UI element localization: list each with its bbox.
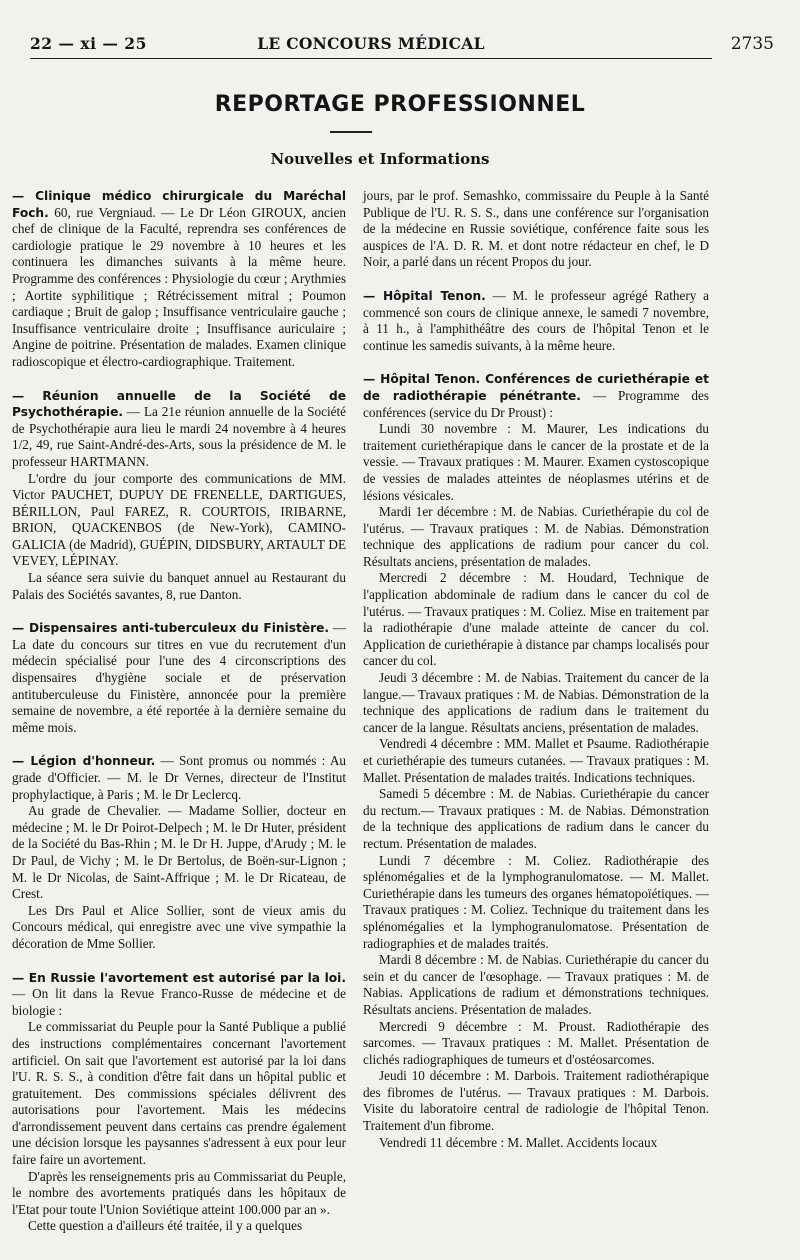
schedule-day: Jeudi 3 décembre : M. de Nabias. Traitement du cancer de la langue.— Travaux pratiques : M. de Nabias. Démonstration de la technique des applications de radium dans le traitement du cancer de la langue. Résultats anciens, présentation de malades.: [363, 670, 709, 735]
article-heading: — Réunion annuelle de la Société de Psychothérapie.: [12, 388, 346, 420]
article-heading: — Hôpital Tenon. Conférences de curiethérapie et de radiothérapie pénétrante.: [363, 372, 709, 403]
article-finistere: [12, 620, 346, 736]
article-paragraph: Le commissariat du Peuple pour la Santé Publique a publié des instructions complémentaires concernant l'avortement artificiel. On sait que l'avortement est autorisé par la loi dans l'U. R. S. S., à condition d'être fait dans un hôpital public et gratuitement. Des commissions spéciales délivrent des autorisations pour l'avortement. Mais les médecins d'arrondissement peuvent dans certains cas prendre également une décision lorsque les paysannes s'adressent à eux pour leur faire faire un avortement.: [12, 1019, 346, 1168]
article-body: — La date du concours sur titres en vue du recrutement d'un médecin spécialisé pour l'une des 4 circonscriptions des dispensaires d'hygiène sociale et de préservation antituberculeuse du Finistère, annoncée pour la première semaine de novembre, a été reportée à la dernière semaine du même mois.: [12, 620, 347, 735]
left-column: [12, 188, 346, 1235]
schedule-day: Mercredi 2 décembre : M. Houdard, Technique de l'application abdominale de radium dans le cancer du col de l'utérus. — Travaux pratiques : M. Coliez. Mise en traitement par la radiothérapie d'une malade atteinte de cancer du col. Application de curiethérapie à distance par champs localisés pour cancer du col.: [363, 570, 709, 669]
article-psychotherapie: [12, 388, 346, 471]
article-body: — La 21e réunion annuelle de la Société de Psychothérapie aura lieu le mardi 24 novembre à 4 heures 1/2, 49, rue Saint-André-des-Arts, sous la présidence de M. le professeur HARTMANN.: [12, 404, 346, 469]
section-title: REPORTAGE PROFESSIONNEL: [214, 92, 586, 117]
schedule-day: Mardi 8 décembre : M. de Nabias. Curiethérapie du cancer du sein et du cancer de l'œsophage. — Travaux pratiques : M. de Nabias. Applications de radium et démonstrations techniques. Résultats anciens. Présentation de malades.: [363, 952, 709, 1017]
article-paragraph: La séance sera suivie du banquet annuel au Restaurant du Palais des Sociétés savantes, 8, rue Danton.: [12, 570, 346, 602]
article-body: — On lit dans la Revue Franco-Russe de médecine et de biologie :: [12, 986, 346, 1018]
article-body: 60, rue Vergniaud. — Le Dr Léon GIROUX, ancien chef de clinique de la Faculté, reprendra ses conférences de cardiologie pratique le 29 novembre à 10 heures et les continuera les dimanches suivants à la même heure. Programme des conférences : Physiologie du cœur ; Arythmies ; Aortite syphilitique ; Rétrécissement mitral ; Poumon cardiaque ; Bruit de galop ; Insuffisance ventriculaire gauche ; Insuffisance ventriculaire droite ; Insuffisance auriculaire ; Angine de poitrine. Présentation de malades. Examen clinique radioscopique et électro-cardiographique. Traitement.: [12, 204, 346, 369]
article-heading: — Dispensaires anti-tuberculeux du Finistère.: [12, 621, 329, 636]
schedule-day: Samedi 5 décembre : M. de Nabias. Curiethérapie du cancer du rectum.— Travaux pratiques : M. de Nabias. Démonstration de la technique des applications de radium dans le cancer du rectum. Présentation de malades.: [363, 786, 709, 851]
schedule-day: Lundi 7 décembre : M. Coliez. Radiothérapie des splénomégalies et de la lymphogranulomatose. — M. Mallet. Curiethérapie dans les tumeurs des organes hématopoïétiques. — Travaux pratiques : M. Coliez. Technique du traitement dans les splénomégalies et la lymphogranulomatose. Présentation de radiographies et de malades traités.: [363, 852, 709, 951]
article-body: — M. le professeur agrégé Rathery a commencé son cours de clinique annexe, le samedi 7 novembre, à 11 h., à l'amphithéâtre des cours de l'hôpital Tenon et le continue les samedis suivants, à la même heure.: [363, 287, 709, 353]
article-body: — Programme des conférences (service du Dr Proust) :: [363, 387, 710, 420]
running-header: [30, 30, 774, 59]
article-heading: — En Russie l'avortement est autorisé par la loi.: [12, 970, 346, 985]
page-number: 2735: [730, 34, 774, 54]
article-foch: [12, 188, 346, 371]
schedule-day: Vendredi 4 décembre : MM. Mallet et Psaume. Radiothérapie et curiethérapie des tumeurs cutanées. — Travaux pratiques : M. Mallet. Présentation de malades traités. Indications techniques.: [363, 736, 709, 785]
article-legion-honneur: [12, 753, 346, 803]
article-paragraph: Au grade de Chevalier. — Madame Sollier, docteur en médecine ; M. le Dr Poirot-Delpech ; M. le Dr Huter, président de la Société du Bas-Rhin ; M. le Dr H. Juppe, d'Arudy ; M. le Dr Paul, de Vichy ; M. le Dr Bertolus, de Boën-sur-Lignon ; M. le Dr Nicolas, de Saint-Affrique ; M. le Dr Ricateau, de Crest.: [12, 803, 346, 902]
article-tenon-cours: [363, 288, 709, 354]
article-tenon-conferences: [363, 371, 709, 421]
schedule-day: Lundi 30 novembre : M. Maurer, Les indications du traitement curiethérapique dans le cancer de la prostate et de la vessie. — Travaux pratiques : M. Maurer. Examen cystoscopique de vessies de malades atteintes de néoplasmes utérins et de lésions vésicales.: [363, 421, 709, 503]
schedule-day: Vendredi 11 décembre : M. Mallet. Accidents locaux: [379, 1134, 658, 1150]
article-paragraph: Les Drs Paul et Alice Sollier, sont de vieux amis du Concours médical, qui enregistre avec une vive sympathie la décoration de Mme Sollier.: [12, 902, 346, 951]
article-heading: — Clinique médico chirurgicale du Maréchal Foch.: [12, 189, 346, 220]
schedule-day: Mercredi 9 décembre : M. Proust. Radiothérapie des sarcomes. — Travaux pratiques : M. Mallet. Présentation de clichés radiographiques de tumeurs et d'ostéosarcomes.: [363, 1018, 709, 1067]
schedule-day: Mardi 1er décembre : M. de Nabias. Curiethérapie du col de l'utérus. — Travaux pratiques : M. de Nabias. Démonstration technique des applications de radium pour cancer du col. Résultats anciens, présentation de malades.: [363, 504, 709, 569]
journal-title: LE CONCOURS MÉDICAL: [257, 34, 485, 53]
article-paragraph: D'après les renseignements pris au Commissariat du Peuple, le nombre des avortements pratiqués dans les hôpitaux de l'Etat pour toute l'Union Soviétique atteint 100.000 par an ».: [12, 1168, 346, 1217]
article-heading: — Légion d'honneur.: [12, 754, 156, 769]
issue-date: 22 — xi — 25: [30, 34, 147, 53]
title-divider: [330, 131, 372, 133]
article-continuation: jours, par le prof. Semashko, commissaire du Peuple à la Santé Publique de l'U. R. S. S., dans une conférence sur l'organisation de la médecine en Russie soviétique, conférence faite sous les auspices de l'A. D. R. M. et dont notre rédacteur en chef, le D Noir, a parlé dans un récent Propos du jour.: [363, 188, 709, 270]
article-paragraph: Cette question a d'ailleurs été traitée, il y a quelques: [28, 1218, 303, 1234]
article-body: — Sont promus ou nommés : Au grade d'Officier. — M. le Dr Vernes, directeur de l'Institut prophylactique, à Paris ; M. le Dr Leclercq.: [12, 753, 346, 802]
schedule-day: Jeudi 10 décembre : M. Darbois. Traitement radiothérapique des fibromes de l'utérus. — Travaux pratiques : M. Darbois. Visite du laboratoire central de radiologie de l'hôpital Tenon. Traitement d'un fibrome.: [363, 1068, 709, 1134]
article-paragraph: L'ordre du jour comporte des communications de MM. Victor PAUCHET, DUPUY DE FRENELLE, DARTIGUES, BÉRILLON, Paul FAREZ, R. COURTOIS, IRIBARNE, BRION, QUACKENBOS (de New-York), CAMINO-GALICIA (de Madrid), GUÉPIN, DIDSBURY, ARTAULT DE VEVEY, LÉPINAY.: [12, 470, 346, 569]
right-column: [363, 188, 709, 1151]
article-russie: [12, 970, 346, 1020]
section-subtitle: Nouvelles et Informations: [270, 150, 490, 168]
article-heading: — Hôpital Tenon.: [363, 288, 486, 303]
